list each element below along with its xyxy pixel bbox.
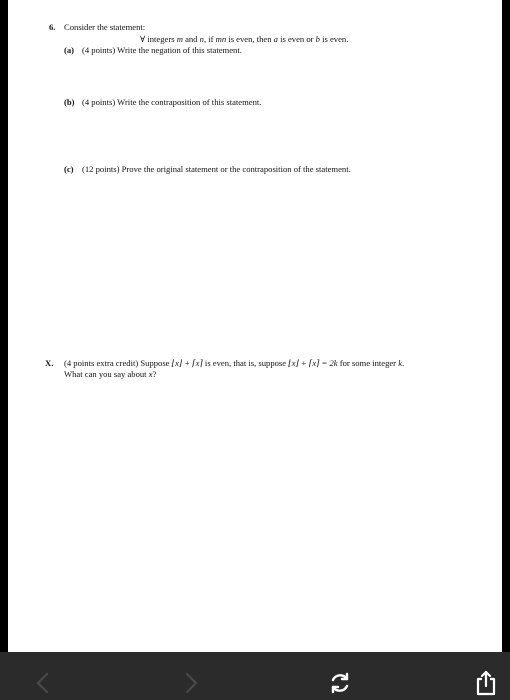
bottom-toolbar bbox=[0, 652, 510, 700]
chevron-right-icon bbox=[182, 672, 200, 694]
floor-ceil-equation: ⌊x⌋ + ⌈x⌉ = 2k bbox=[288, 358, 338, 368]
share-button[interactable] bbox=[471, 668, 501, 698]
chevron-left-icon bbox=[34, 672, 52, 694]
share-icon bbox=[475, 670, 497, 696]
forall-symbol: ∀ bbox=[140, 34, 146, 44]
question-6-number: 6. bbox=[49, 22, 56, 32]
part-c-label: (c) bbox=[64, 164, 74, 174]
forward-button[interactable] bbox=[176, 668, 206, 698]
part-b-label: (b) bbox=[64, 97, 75, 107]
part-a-text: (4 points) Write the negation of this statement. bbox=[82, 45, 242, 55]
rotate-icon bbox=[327, 670, 353, 696]
part-b-text: (4 points) Write the contraposition of this statement. bbox=[82, 97, 262, 107]
part-c-text: (12 points) Prove the original statement or the contraposition of the statement. bbox=[82, 164, 351, 174]
part-a-label: (a) bbox=[64, 45, 75, 55]
rotate-button[interactable] bbox=[325, 668, 355, 698]
floor-ceil-expression: ⌊x⌋ + ⌈x⌉ bbox=[171, 358, 203, 368]
question-x-line-1: (4 points extra credit) Suppose ⌊x⌋ + ⌈x⌉ is even, that is, suppose ⌊x⌋ + ⌈x⌉ = 2k for some integer k. bbox=[64, 358, 405, 368]
question-x-line-2: What can you say about x? bbox=[64, 369, 157, 379]
question-x-number: X. bbox=[45, 358, 54, 368]
question-6-statement: ∀ integers m and n, if mn is even, then a is even or b is even. bbox=[140, 34, 349, 44]
back-button[interactable] bbox=[28, 668, 58, 698]
question-6-intro: Consider the statement: bbox=[64, 22, 146, 32]
document-page bbox=[8, 0, 502, 652]
